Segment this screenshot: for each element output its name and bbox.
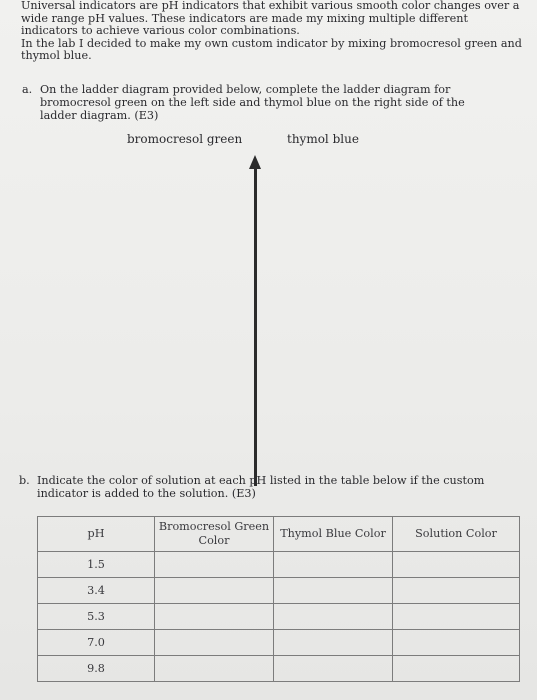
ladder-left-label: bromocresol green bbox=[127, 132, 243, 146]
thymol-blue-color-cell[interactable] bbox=[274, 552, 393, 578]
table-row bbox=[38, 656, 520, 682]
solution-color-cell[interactable] bbox=[393, 656, 520, 682]
intro-text-1: Universal indicators are pH indicators that exhibit various smooth color changes over a wide range pH values. These indicators are made my mixing multiple different indicators to achieve various color combinations. bbox=[21, 0, 520, 38]
table-row bbox=[38, 630, 520, 656]
thymol-blue-color-cell[interactable] bbox=[274, 578, 393, 604]
ph-value: 3.4 bbox=[38, 578, 155, 604]
thymol-blue-color-cell[interactable] bbox=[274, 656, 393, 682]
bromocresol-green-color-cell[interactable] bbox=[155, 656, 274, 682]
solution-color-cell[interactable] bbox=[393, 630, 520, 656]
ladder-right-label: thymol blue bbox=[287, 132, 359, 146]
solution-color-cell[interactable] bbox=[393, 578, 520, 604]
bromocresol-green-color-cell[interactable] bbox=[155, 630, 274, 656]
ph-value: 5.3 bbox=[38, 604, 155, 630]
ph-color-table bbox=[37, 516, 520, 682]
thymol-blue-color-cell[interactable] bbox=[274, 604, 393, 630]
ph-value: 1.5 bbox=[38, 552, 155, 578]
header-bromocresol-green-color: Bromocresol Green Color bbox=[155, 517, 274, 552]
bromocresol-green-color-cell[interactable] bbox=[155, 578, 274, 604]
solution-color-cell[interactable] bbox=[393, 604, 520, 630]
solution-color-cell[interactable] bbox=[393, 552, 520, 578]
header-solution-color: Solution Color bbox=[393, 517, 520, 552]
thymol-blue-color-cell[interactable] bbox=[274, 630, 393, 656]
table-row bbox=[38, 578, 520, 604]
header-ph: pH bbox=[38, 517, 155, 552]
header-thymol-blue-color: Thymol Blue Color bbox=[274, 517, 393, 552]
ph-value: 7.0 bbox=[38, 630, 155, 656]
bromocresol-green-color-cell[interactable] bbox=[155, 552, 274, 578]
question-b-text: Indicate the color of solution at each pH listed in the table below if the custom indicator is added to the solution. (E3) bbox=[37, 474, 485, 500]
intro-text-2: In the lab I decided to make my own custom indicator by mixing bromocresol green and thymol blue. bbox=[21, 36, 522, 63]
table-row bbox=[38, 604, 520, 630]
table-header-row bbox=[38, 517, 520, 552]
question-a-text: On the ladder diagram provided below, complete the ladder diagram for bromocresol green on the left side and thymol blue on the right side of the ladder diagram. (E3) bbox=[40, 83, 465, 122]
question-b-label: b. bbox=[19, 474, 30, 487]
ph-value: 9.8 bbox=[38, 656, 155, 682]
table-row bbox=[38, 552, 520, 578]
bromocresol-green-color-cell[interactable] bbox=[155, 604, 274, 630]
ladder-arrow-head bbox=[249, 155, 261, 169]
intro-paragraph bbox=[21, 0, 526, 63]
question-a-label: a. bbox=[22, 83, 33, 96]
ladder-diagram-line bbox=[254, 168, 257, 486]
